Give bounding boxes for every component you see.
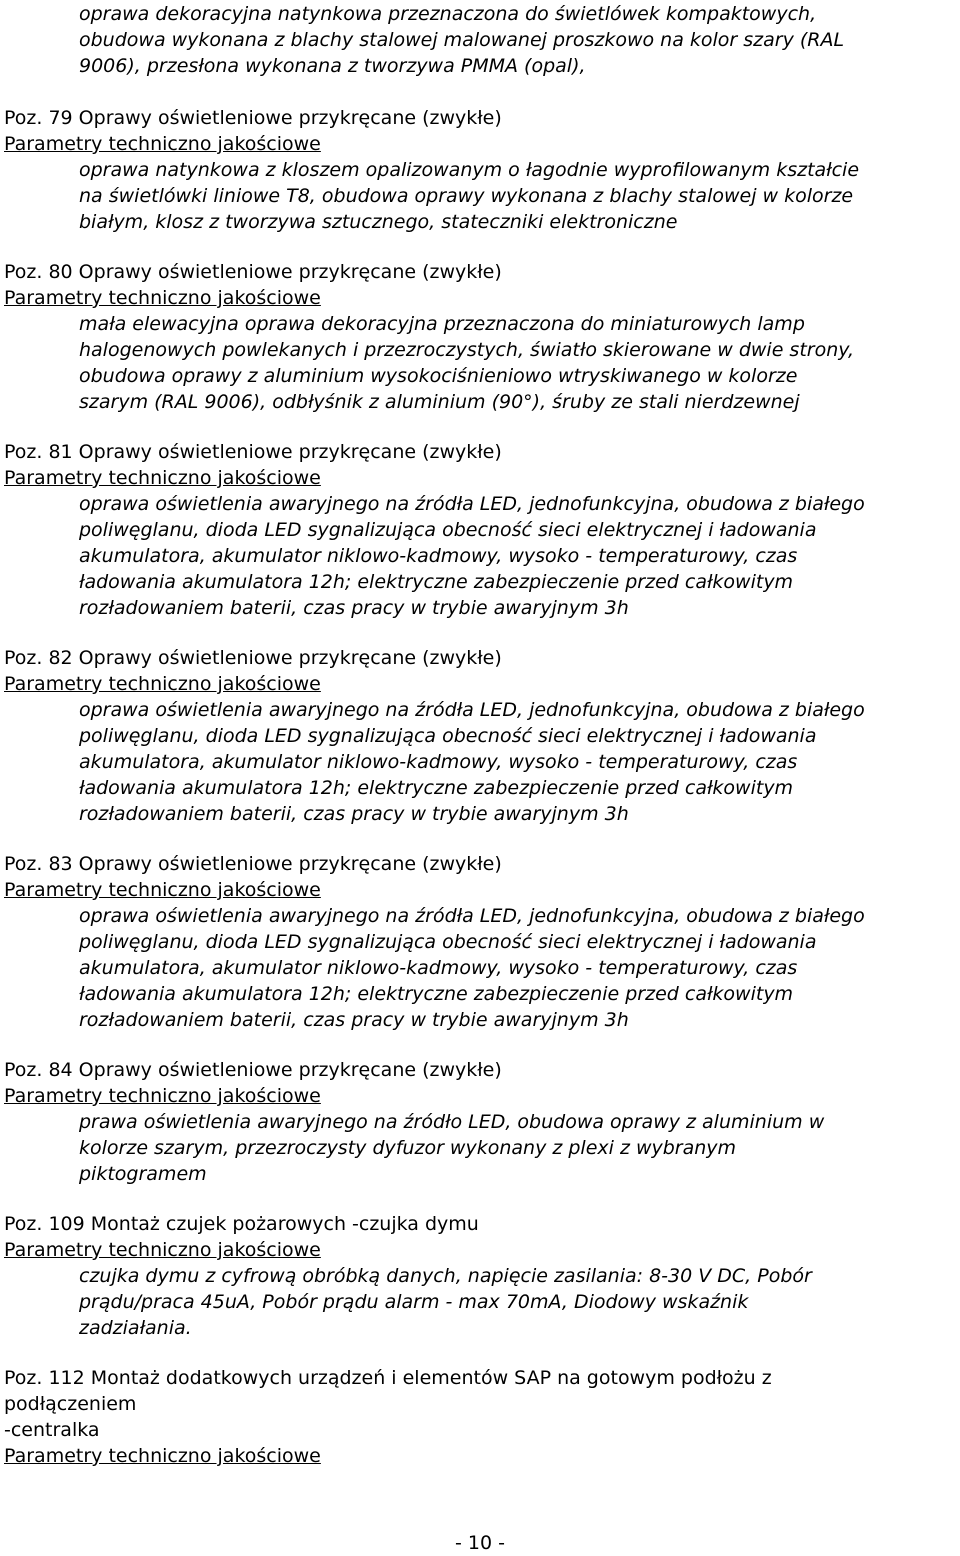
params-heading: Parametry techniczno jakościowe bbox=[4, 467, 321, 489]
item-desc-line: prawa oświetlenia awaryjnego na źródło LED, obudowa oprawy z aluminium w bbox=[79, 1111, 825, 1133]
item-title: Poz. 82 Oprawy oświetleniowe przykręcane (zwykłe) bbox=[4, 647, 502, 669]
params-heading: Parametry techniczno jakościowe bbox=[4, 1445, 321, 1467]
item-desc-line: piktogramem bbox=[79, 1163, 207, 1185]
params-heading: Parametry techniczno jakościowe bbox=[4, 287, 321, 309]
item-desc-line: na świetlówki liniowe T8, obudowa oprawy wykonana z blachy stalowej w kolorze bbox=[79, 185, 854, 207]
item-desc-line: halogenowych powlekanych i przezroczystych, światło skierowane w dwie strony, bbox=[79, 339, 855, 361]
item-desc-line: białym, klosz z tworzywa sztucznego, stateczniki elektroniczne bbox=[79, 211, 678, 233]
item-desc-line: rozładowaniem baterii, czas pracy w trybie awaryjnym 3h bbox=[79, 1009, 629, 1031]
item-desc-line: akumulatora, akumulator niklowo-kadmowy, wysoko - temperaturowy, czas bbox=[79, 751, 798, 773]
item-desc-line: poliwęglanu, dioda LED sygnalizująca obecność sieci elektrycznej i ładowania bbox=[79, 519, 817, 541]
params-heading: Parametry techniczno jakościowe bbox=[4, 879, 321, 901]
params-heading: Parametry techniczno jakościowe bbox=[4, 133, 321, 155]
item-title: Poz. 80 Oprawy oświetleniowe przykręcane (zwykłe) bbox=[4, 261, 502, 283]
item-subtitle: -centralka bbox=[4, 1419, 100, 1441]
intro-line: obudowa wykonana z blachy stalowej malowanej proszkowo na kolor szary (RAL bbox=[79, 29, 845, 51]
item-title: Poz. 79 Oprawy oświetleniowe przykręcane (zwykłe) bbox=[4, 107, 502, 129]
item-desc-line: akumulatora, akumulator niklowo-kadmowy, wysoko - temperaturowy, czas bbox=[79, 545, 798, 567]
item-desc-line: oprawa oświetlenia awaryjnego na źródła LED, jednofunkcyjna, obudowa z białego bbox=[79, 905, 865, 927]
item-title: Poz. 81 Oprawy oświetleniowe przykręcane (zwykłe) bbox=[4, 441, 502, 463]
item-desc-line: akumulatora, akumulator niklowo-kadmowy, wysoko - temperaturowy, czas bbox=[79, 957, 798, 979]
item-desc-line: kolorze szarym, przezroczysty dyfuzor wykonany z plexi z wybranym bbox=[79, 1137, 737, 1159]
intro-line: 9006), przesłona wykonana z tworzywa PMMA (opal), bbox=[79, 55, 586, 77]
item-desc-line: rozładowaniem baterii, czas pracy w trybie awaryjnym 3h bbox=[79, 597, 629, 619]
item-desc-line: ładowania akumulatora 12h; elektryczne zabezpieczenie przed całkowitym bbox=[79, 777, 794, 799]
intro-line: oprawa dekoracyjna natynkowa przeznaczona do świetlówek kompaktowych, bbox=[79, 3, 817, 25]
item-title: Poz. 84 Oprawy oświetleniowe przykręcane (zwykłe) bbox=[4, 1059, 502, 1081]
item-desc-line: oprawa oświetlenia awaryjnego na źródła LED, jednofunkcyjna, obudowa z białego bbox=[79, 493, 865, 515]
item-desc-line: zadziałania. bbox=[79, 1317, 192, 1339]
item-title: Poz. 112 Montaż dodatkowych urządzeń i elementów SAP na gotowym podłożu z bbox=[4, 1367, 772, 1389]
params-heading: Parametry techniczno jakościowe bbox=[4, 1085, 321, 1107]
item-title: Poz. 109 Montaż czujek pożarowych -czujka dymu bbox=[4, 1213, 479, 1235]
item-desc-line: czujka dymu z cyfrową obróbką danych, napięcie zasilania: 8-30 V DC, Pobór bbox=[79, 1265, 812, 1287]
item-desc-line: poliwęglanu, dioda LED sygnalizująca obecność sieci elektrycznej i ładowania bbox=[79, 931, 817, 953]
params-heading: Parametry techniczno jakościowe bbox=[4, 673, 321, 695]
item-title: Poz. 83 Oprawy oświetleniowe przykręcane (zwykłe) bbox=[4, 853, 502, 875]
item-desc-line: ładowania akumulatora 12h; elektryczne zabezpieczenie przed całkowitym bbox=[79, 983, 794, 1005]
item-title-continued: podłączeniem bbox=[4, 1393, 137, 1415]
item-desc-line: oprawa natynkowa z kloszem opalizowanym o łagodnie wyprofilowanym kształcie bbox=[79, 159, 860, 181]
item-desc-line: oprawa oświetlenia awaryjnego na źródła LED, jednofunkcyjna, obudowa z białego bbox=[79, 699, 865, 721]
item-desc-line: poliwęglanu, dioda LED sygnalizująca obecność sieci elektrycznej i ładowania bbox=[79, 725, 817, 747]
item-desc-line: obudowa oprawy z aluminium wysokociśnieniowo wtryskiwanego w kolorze bbox=[79, 365, 798, 387]
item-desc-line: rozładowaniem baterii, czas pracy w trybie awaryjnym 3h bbox=[79, 803, 629, 825]
params-heading: Parametry techniczno jakościowe bbox=[4, 1239, 321, 1261]
page-number: - 10 - bbox=[455, 1532, 505, 1554]
item-desc-line: prądu/praca 45uA, Pobór prądu alarm - max 70mA, Diodowy wskaźnik bbox=[79, 1291, 749, 1313]
item-desc-line: ładowania akumulatora 12h; elektryczne zabezpieczenie przed całkowitym bbox=[79, 571, 794, 593]
item-desc-line: mała elewacyjna oprawa dekoracyjna przeznaczona do miniaturowych lamp bbox=[79, 313, 805, 335]
item-desc-line: szarym (RAL 9006), odbłyśnik z aluminium (90°), śruby ze stali nierdzewnej bbox=[79, 391, 800, 413]
